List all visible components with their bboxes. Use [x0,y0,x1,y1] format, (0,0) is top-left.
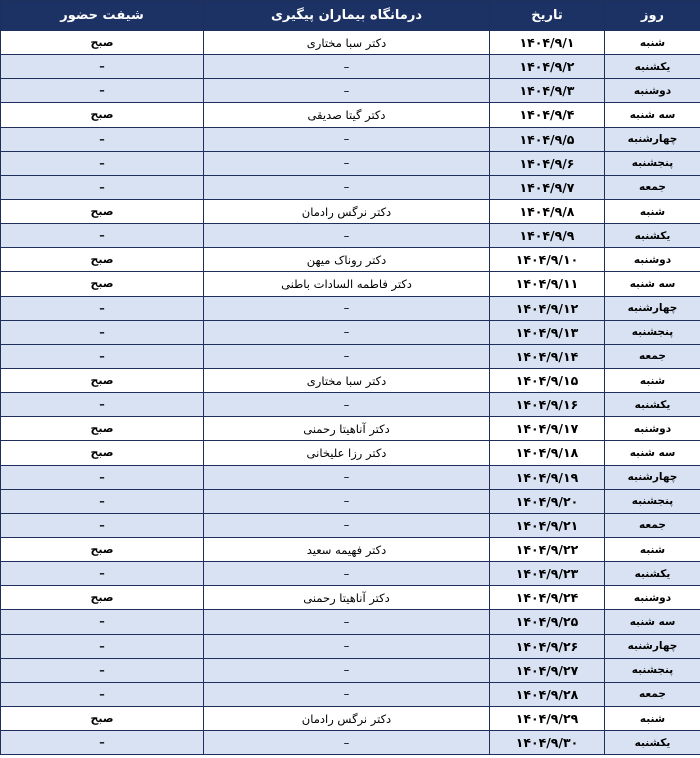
table-row [1,103,700,127]
day-cell: شنبه [605,368,700,392]
date-cell: ۱۴۰۴/۹/۱۵ [490,368,605,392]
clinic-cell: دکتر سبا مختاری [204,368,490,392]
date-cell: ۱۴۰۴/۹/۲ [490,55,605,79]
day-cell: سه شنبه [605,272,700,296]
shift-cell: – [1,224,204,248]
clinic-cell: دکتر سبا مختاری [204,31,490,55]
date-cell: ۱۴۰۴/۹/۱ [490,31,605,55]
shift-cell: صبح [1,537,204,561]
table-header [1,1,700,31]
day-cell: یکشنبه [605,55,700,79]
day-cell: چهارشنبه [605,296,700,320]
clinic-cell: دکتر نرگس رادمان [204,199,490,223]
date-cell: ۱۴۰۴/۹/۲۲ [490,537,605,561]
clinic-cell: – [204,151,490,175]
day-cell: یکشنبه [605,224,700,248]
shift-cell: – [1,127,204,151]
day-cell: دوشنبه [605,586,700,610]
day-cell: پنجشنبه [605,658,700,682]
date-cell: ۱۴۰۴/۹/۲۸ [490,682,605,706]
clinic-column-header: درمانگاه بیماران پیگیری [204,1,490,31]
shift-cell: – [1,489,204,513]
day-cell: شنبه [605,706,700,730]
shift-cell: صبح [1,417,204,441]
clinic-cell: – [204,731,490,755]
clinic-cell: – [204,320,490,344]
clinic-cell: – [204,682,490,706]
table-row [1,31,700,55]
day-cell: یکشنبه [605,393,700,417]
table-row [1,417,700,441]
shift-cell: صبح [1,272,204,296]
table-row [1,248,700,272]
table-body [1,31,700,755]
date-cell: ۱۴۰۴/۹/۲۴ [490,586,605,610]
shift-cell: صبح [1,368,204,392]
table-row [1,55,700,79]
shift-cell: – [1,393,204,417]
date-cell: ۱۴۰۴/۹/۱۸ [490,441,605,465]
date-cell: ۱۴۰۴/۹/۱۰ [490,248,605,272]
day-cell: دوشنبه [605,248,700,272]
day-cell: پنجشنبه [605,320,700,344]
date-cell: ۱۴۰۴/۹/۱۱ [490,272,605,296]
date-cell: ۱۴۰۴/۹/۷ [490,175,605,199]
date-cell: ۱۴۰۴/۹/۲۷ [490,658,605,682]
date-cell: ۱۴۰۴/۹/۹ [490,224,605,248]
clinic-cell: – [204,465,490,489]
date-cell: ۱۴۰۴/۹/۳ [490,79,605,103]
date-cell: ۱۴۰۴/۹/۲۱ [490,513,605,537]
shift-cell: – [1,634,204,658]
clinic-cell: دکتر آناهیتا رحمنی [204,417,490,441]
table-row [1,344,700,368]
table-row [1,151,700,175]
table-row [1,731,700,755]
day-cell: جمعه [605,682,700,706]
shift-cell: صبح [1,103,204,127]
table-row [1,586,700,610]
table-row [1,79,700,103]
table-row [1,127,700,151]
shift-cell: – [1,658,204,682]
day-cell: شنبه [605,537,700,561]
date-cell: ۱۴۰۴/۹/۳۰ [490,731,605,755]
date-cell: ۱۴۰۴/۹/۵ [490,127,605,151]
shift-cell: – [1,344,204,368]
clinic-cell: – [204,79,490,103]
shift-cell: – [1,55,204,79]
day-cell: پنجشنبه [605,489,700,513]
table-row [1,320,700,344]
date-cell: ۱۴۰۴/۹/۱۴ [490,344,605,368]
date-cell: ۱۴۰۴/۹/۱۳ [490,320,605,344]
date-cell: ۱۴۰۴/۹/۲۰ [490,489,605,513]
table-row [1,441,700,465]
clinic-cell: – [204,658,490,682]
clinic-cell: – [204,224,490,248]
date-cell: ۱۴۰۴/۹/۴ [490,103,605,127]
table-row [1,658,700,682]
table-row [1,296,700,320]
day-cell: سه شنبه [605,441,700,465]
shift-cell: صبح [1,199,204,223]
clinic-cell: دکتر فاطمه السادات باطنی [204,272,490,296]
date-cell: ۱۴۰۴/۹/۱۶ [490,393,605,417]
clinic-cell: – [204,344,490,368]
shift-cell: – [1,610,204,634]
table-row [1,393,700,417]
shift-cell: – [1,175,204,199]
table-row [1,634,700,658]
date-cell: ۱۴۰۴/۹/۲۶ [490,634,605,658]
table-row [1,562,700,586]
date-cell: ۱۴۰۴/۹/۲۳ [490,562,605,586]
day-cell: شنبه [605,31,700,55]
clinic-cell: – [204,393,490,417]
date-cell: ۱۴۰۴/۹/۱۷ [490,417,605,441]
day-cell: جمعه [605,175,700,199]
table-row [1,513,700,537]
table-row [1,537,700,561]
table-row [1,706,700,730]
clinic-cell: – [204,296,490,320]
day-cell: جمعه [605,344,700,368]
clinic-cell: – [204,55,490,79]
shift-cell: – [1,731,204,755]
shift-cell: صبح [1,706,204,730]
shift-cell: – [1,79,204,103]
date-cell: ۱۴۰۴/۹/۲۵ [490,610,605,634]
shift-cell: – [1,562,204,586]
table-row [1,368,700,392]
day-cell: یکشنبه [605,562,700,586]
day-cell: یکشنبه [605,731,700,755]
header-row [1,1,700,31]
clinic-cell: – [204,489,490,513]
clinic-cell: – [204,562,490,586]
date-cell: ۱۴۰۴/۹/۲۹ [490,706,605,730]
day-cell: سه شنبه [605,610,700,634]
table-row [1,682,700,706]
shift-cell: – [1,465,204,489]
clinic-cell: – [204,513,490,537]
table-row [1,465,700,489]
clinic-cell: دکتر رزا علیخانی [204,441,490,465]
day-cell: جمعه [605,513,700,537]
day-cell: سه شنبه [605,103,700,127]
clinic-cell: دکتر آناهیتا رحمنی [204,586,490,610]
shift-cell: – [1,682,204,706]
shift-cell: – [1,513,204,537]
shift-cell: – [1,296,204,320]
clinic-cell: – [204,634,490,658]
table-row [1,199,700,223]
date-column-header: تاریخ [490,1,605,31]
day-column-header: روز [605,1,700,31]
date-cell: ۱۴۰۴/۹/۱۹ [490,465,605,489]
shift-cell: – [1,151,204,175]
table-row [1,489,700,513]
shift-column-header: شیفت حضور [1,1,204,31]
day-cell: چهارشنبه [605,634,700,658]
clinic-cell: دکتر فهیمه سعید [204,537,490,561]
shift-cell: صبح [1,441,204,465]
clinic-cell: – [204,610,490,634]
day-cell: پنجشنبه [605,151,700,175]
day-cell: چهارشنبه [605,465,700,489]
clinic-cell: دکتر روناک میهن [204,248,490,272]
clinic-cell: – [204,175,490,199]
shift-cell: صبح [1,31,204,55]
clinic-cell: دکتر گیتا صدیقی [204,103,490,127]
shift-cell: صبح [1,248,204,272]
clinic-cell: – [204,127,490,151]
clinic-cell: دکتر نرگس رادمان [204,706,490,730]
day-cell: چهارشنبه [605,127,700,151]
date-cell: ۱۴۰۴/۹/۶ [490,151,605,175]
date-cell: ۱۴۰۴/۹/۱۲ [490,296,605,320]
table-row [1,224,700,248]
day-cell: دوشنبه [605,79,700,103]
table-row [1,272,700,296]
table-row [1,175,700,199]
shift-cell: – [1,320,204,344]
table-row [1,610,700,634]
day-cell: دوشنبه [605,417,700,441]
date-cell: ۱۴۰۴/۹/۸ [490,199,605,223]
day-cell: شنبه [605,199,700,223]
shift-cell: صبح [1,586,204,610]
